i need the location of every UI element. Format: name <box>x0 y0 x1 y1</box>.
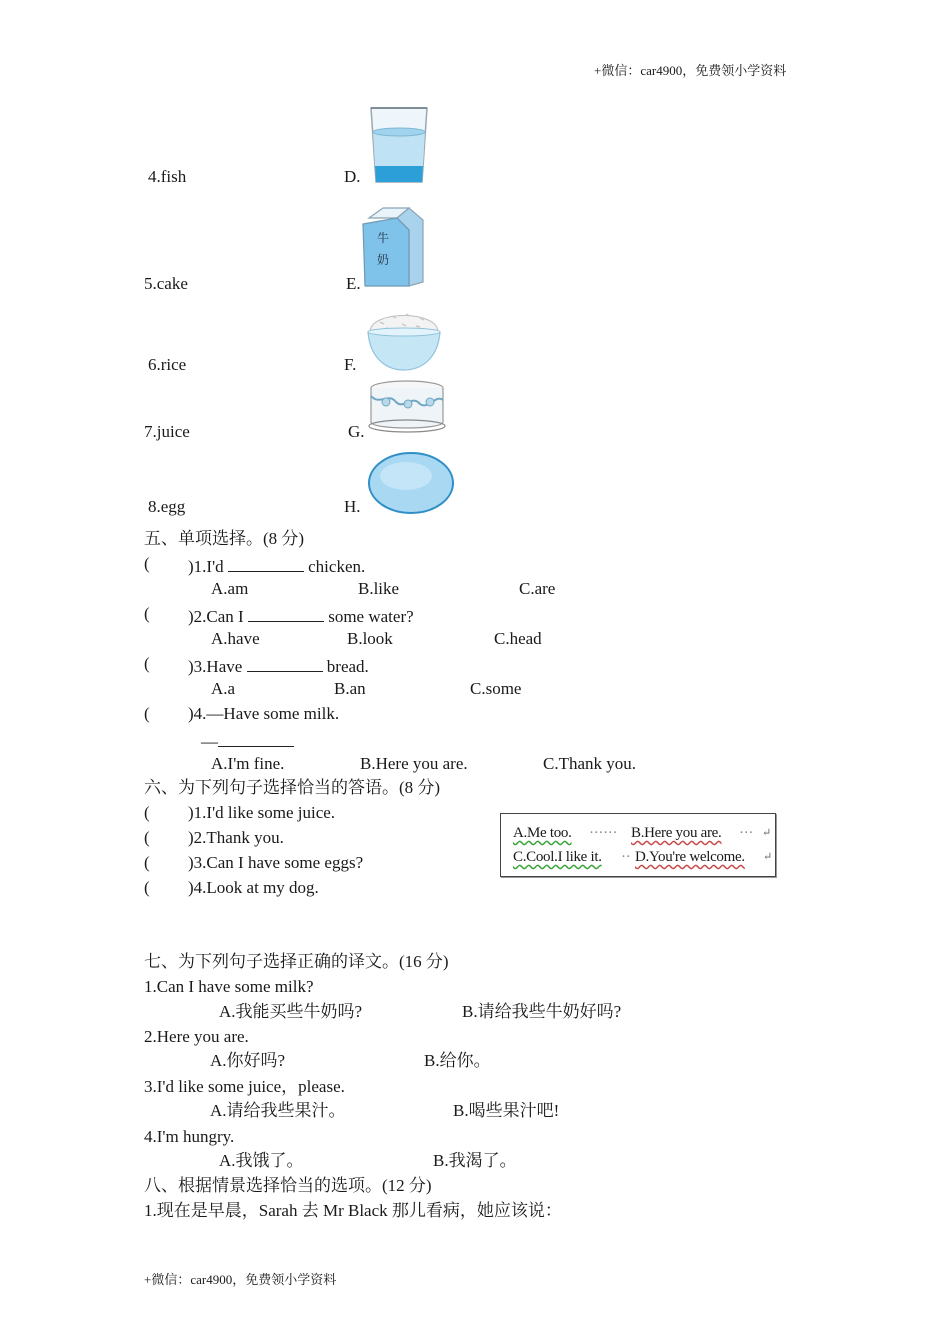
section5-q1-option-b: B.like <box>358 579 400 598</box>
watermark-bottom: +微信：car4900，免费领小学资料 <box>144 1272 337 1287</box>
section5-q2-paren: ( <box>144 604 150 623</box>
carton-text-2: 奶 <box>377 253 390 267</box>
box-dots-3: ·· <box>621 849 631 865</box>
rice-bowl-icon <box>366 302 442 374</box>
q2-stem-post: some water? <box>328 607 414 626</box>
box-option-b: B.Here you are. <box>631 825 722 841</box>
box-dots-1: ······ <box>589 825 618 841</box>
section5-q2-option-a: A.have <box>211 629 260 648</box>
section7-q4-option-a: A.我饿了。 <box>219 1151 304 1170</box>
milk-carton-icon <box>361 206 425 288</box>
section5-title: 五、单项选择。(8 分) <box>144 529 305 548</box>
section5-q1-option-c: C.are <box>519 579 556 598</box>
section5-q4-stem: )4.—Have some milk. <box>188 704 340 723</box>
section6-q4-paren: ( <box>144 878 150 897</box>
section6-q1-paren: ( <box>144 803 150 822</box>
match-word-egg: 8.egg <box>148 497 186 516</box>
section7-q2-stem: 2.Here you are. <box>144 1027 249 1046</box>
section6-q1: )1.I'd like some juice. <box>188 803 336 822</box>
match-letter-h: H. <box>344 497 361 516</box>
section8-q1: 1.现在是早晨，Sarah 去 Mr Black 那儿看病，她应该说： <box>144 1201 562 1220</box>
section5-q4-option-b: B.Here you are. <box>360 754 468 773</box>
section5-q1-stem <box>188 555 365 575</box>
watermark-top: +微信：car4900，免费领小学资料 <box>594 63 787 78</box>
section7-q1-option-b: B.请给我些牛奶好吗? <box>462 1002 622 1021</box>
section5-q4-option-c: C.Thank you. <box>543 754 637 773</box>
section5-q3-option-b: B.an <box>334 679 366 698</box>
box-option-d: D.You're welcome. <box>635 849 745 865</box>
match-word-juice: 7.juice <box>144 422 190 441</box>
section6-q3-paren: ( <box>144 853 150 872</box>
section6-q2-paren: ( <box>144 828 150 847</box>
section7-q1-stem: 1.Can I have some milk? <box>144 977 314 996</box>
box-option-c: C.Cool.I like it. <box>513 849 602 865</box>
section5-q4-option-a: A.I'm fine. <box>211 754 285 773</box>
section7-q3-option-b: B.喝些果汁吧! <box>453 1101 560 1120</box>
section5-q2-option-c: C.head <box>494 629 542 648</box>
q2-stem-pre: )2.Can I <box>188 607 244 626</box>
q1-answer-blank[interactable] <box>228 555 304 572</box>
match-word-fish: 4.fish <box>148 167 187 186</box>
section7-title: 七、为下列句子选择正确的译文。(16 分) <box>144 952 449 971</box>
section7-q3-option-a: A.请给我些果汁。 <box>210 1101 346 1120</box>
q3-answer-blank[interactable] <box>247 655 323 672</box>
section6-title: 六、为下列句子选择恰当的答语。(8 分) <box>144 778 441 797</box>
section5-q1-paren: ( <box>144 554 150 573</box>
section6-q4: )4.Look at my dog. <box>188 878 319 897</box>
carton-text-1: 牛 <box>377 231 390 245</box>
q4-answer-blank[interactable] <box>218 730 294 747</box>
section5-q3-paren: ( <box>144 654 150 673</box>
paragraph-mark-icon-2: ↵ <box>763 851 772 863</box>
answer-options-box <box>500 813 776 877</box>
section5-q4-reply <box>201 730 294 750</box>
section8-title: 八、根据情景选择恰当的选项。(12 分) <box>144 1176 432 1195</box>
box-dots-2: ··· <box>739 825 754 841</box>
match-word-rice: 6.rice <box>148 355 187 374</box>
paragraph-mark-icon: ↵ <box>762 827 771 839</box>
section7-q1-option-a: A.我能买些牛奶吗? <box>219 1002 363 1021</box>
section5-q3-stem <box>188 655 369 675</box>
water-glass-icon <box>368 104 430 184</box>
q3-stem-post: bread. <box>326 657 369 676</box>
egg-icon <box>366 450 456 516</box>
q1-stem-pre: )1.I'd <box>188 557 224 576</box>
q4-dash: — <box>201 732 218 751</box>
q2-answer-blank[interactable] <box>248 605 324 622</box>
cake-icon <box>368 378 446 434</box>
section7-q4-option-b: B.我渴了。 <box>433 1151 517 1170</box>
section5-q2-option-b: B.look <box>347 629 393 648</box>
section5-q3-option-a: A.a <box>211 679 236 698</box>
section7-q2-option-a: A.你好吗? <box>210 1051 286 1070</box>
section5-q2-stem <box>188 605 414 625</box>
section7-q3-stem: 3.I'd like some juice，please. <box>144 1077 345 1096</box>
q3-stem-pre: )3.Have <box>188 657 243 676</box>
section5-q4-paren: ( <box>144 704 150 723</box>
match-word-cake: 5.cake <box>144 274 188 293</box>
section6-q3: )3.Can I have some eggs? <box>188 853 364 872</box>
match-letter-e: E. <box>346 274 361 293</box>
section7-q2-option-b: B.给你。 <box>424 1051 491 1070</box>
match-letter-g: G. <box>348 422 365 441</box>
box-option-a: A.Me too. <box>513 825 572 841</box>
section7-q4-stem: 4.I'm hungry. <box>144 1127 235 1146</box>
section5-q1-option-a: A.am <box>211 579 249 598</box>
match-letter-d: D. <box>344 167 361 186</box>
section5-q3-option-c: C.some <box>470 679 522 698</box>
section6-q2: )2.Thank you. <box>188 828 284 847</box>
match-letter-f: F. <box>344 355 357 374</box>
q1-stem-post: chicken. <box>308 557 366 576</box>
